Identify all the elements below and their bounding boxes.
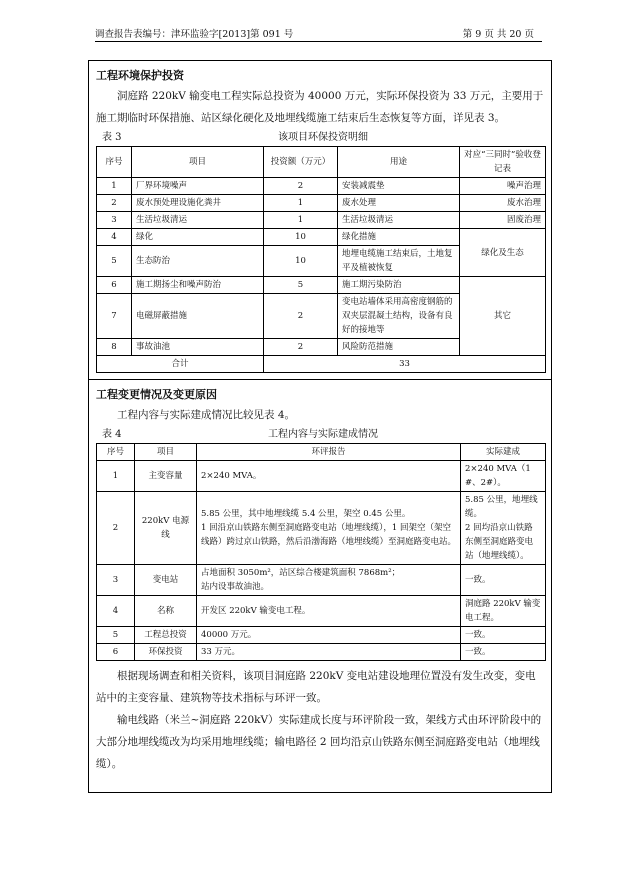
table-row: 7 电磁屏蔽措施 2 变电站墙体采用高密度钢筋的双夹层混凝土结构，设备有良好的接地等	[97, 294, 546, 339]
content-box	[88, 60, 552, 793]
env-investment-paragraph: 洞庭路 220kV 输变电工程实际总投资为 40000 万元，实际环保投资为 33 万元，主要用于施工期临时环保措施、站区绿化硬化及地埋线缆施工结束后生态恢复等方面，详见表 3。	[96, 90, 544, 124]
section-title-changes: 工程变更情况及变更原因	[96, 388, 217, 401]
table-row: 6 环保投资 33 万元。 一致。	[97, 644, 546, 661]
table-row: 5 工程总投资 40000 万元。 一致。	[97, 627, 546, 644]
changes-intro: 工程内容与实际建成情况比较见表 4。	[117, 409, 296, 421]
table-row: 4 名称 开发区 220kV 输变电工程。 洞庭路 220kV 输变电工程。	[97, 596, 546, 627]
table-row: 3 生活垃圾清运 1 生活垃圾清运 固废治理	[97, 212, 546, 229]
table3-label: 表 3	[102, 132, 122, 143]
table4-label: 表 4	[102, 429, 122, 440]
conclusion-paragraph-1: 根据现场调查和相关资料，该项目洞庭路 220kV 变电站建设地理位置没有发生改变，变电站中的主变容量、建筑物等技术指标与环评一致。	[96, 670, 536, 704]
page-number: 第 9 页 共 20 页	[462, 29, 534, 40]
table-row: 2 废水预处理设施化粪井 1 废水处理 废水治理	[97, 195, 546, 212]
changes-table	[96, 443, 546, 661]
changes-section	[89, 379, 551, 781]
table-row: 5 生态防治 10 地埋电缆施工结束后，土地复平及植被恢复	[97, 246, 546, 277]
table4-title: 工程内容与实际建成情况	[268, 429, 378, 440]
page-header	[95, 26, 542, 42]
table-header-row: 序号 项目 环评报告 实际建成	[97, 444, 546, 461]
table-row: 4 绿化 10 绿化措施 绿化及生态	[97, 229, 546, 246]
table3-title: 该项目环保投资明细	[278, 132, 368, 143]
report-number: 调查报告表编号：津环监验字[2013]第 091 号	[95, 29, 294, 40]
table3-caption	[96, 131, 544, 145]
table-row: 8 事故油池 2 风险防范措施	[97, 339, 546, 356]
section-title-env-investment: 工程环境保护投资	[96, 69, 184, 82]
conclusion-paragraph-2: 输电线路（米兰~洞庭路 220kV）实际建成长度与环评阶段一致，架线方式由环评阶段中的大部分地埋线缆改为均采用地埋线缆；输电路径 2 回均沿京山铁路东侧至洞庭路变电站（地埋线缆）。	[96, 714, 542, 770]
table-row: 3 变电站 占地面积 3050m²，站区综合楼建筑面积 7868m²； 站内设事故油池。 一致。	[97, 565, 546, 596]
table-row: 1 厂界环境噪声 2 安装减震垫 噪声治理	[97, 178, 546, 195]
table-row: 2 220kV 电源线 5.85 公里，其中地埋线缆 5.4 公里，架空 0.45 公里。 1 回沿京山铁路东侧至洞庭路变电站（地埋线缆），1 回架空（架空线路）跨过京山铁路，然后沿渤海路（地埋线缆）至洞庭路变电站。 5.85 公里，地埋线缆。 2 回均沿京山铁路东侧至洞庭路变电站（地埋线缆）。	[97, 492, 546, 565]
table-header-row: 序号 项目 投资额（万元） 用途 对应“三同时”验收登记表	[97, 147, 546, 178]
table-total-row: 合计 33	[97, 356, 546, 373]
table4-caption	[96, 428, 544, 442]
table-row: 1 主变容量 2×240 MVA。 2×240 MVA（1#、2#）。	[97, 461, 546, 492]
table-row: 6 施工期扬尘和噪声防治 5 施工期污染防治 其它	[97, 277, 546, 294]
env-investment-table	[96, 146, 546, 373]
env-investment-section	[89, 61, 551, 379]
